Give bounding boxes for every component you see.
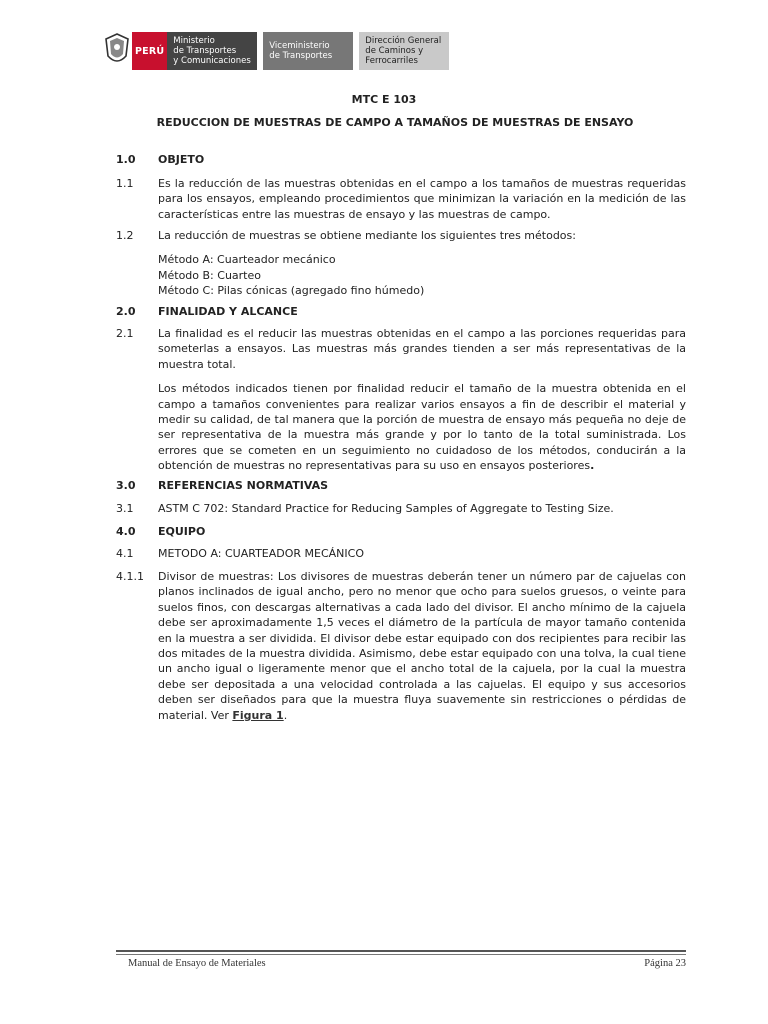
section-number: 4.0 (116, 525, 136, 538)
section-number: 3.1 (116, 502, 134, 515)
section-number: 1.0 (116, 153, 136, 166)
document-title: REDUCCION DE MUESTRAS DE CAMPO A TAMAÑOS DE MUESTRAS DE ENSAYO (156, 116, 634, 129)
section-heading: FINALIDAD Y ALCANCE (158, 305, 298, 318)
section-text-2: Los métodos indicados tienen por finalidad reducir el tamaño de la muestra obtenida en el campo a tamaños convenientes para realizar varios ensayos a fin de describir el material y medir su calidad, de tal manera que la porción de muestra de ensayo más pequeña no deje de ser representativa de la muestra más grande y por lo tanto de la total suministrada. Los errores que se cometen en un seguimiento no cuidadoso de los métodos, conducirán a la obtención de muestras no representativas para su uso en ensayos posteriores. (158, 382, 686, 473)
figure-1-link[interactable]: Figura 1 (232, 708, 284, 722)
viceministerio-logo: Viceministerio de Transportes (263, 32, 353, 70)
section-2-0 (116, 304, 686, 319)
ministerio-logo: Ministerio de Transportes y Comunicaciones (167, 32, 257, 70)
section-3-0 (116, 478, 686, 493)
footer-page-number: Página 23 (644, 958, 686, 969)
section-text: La finalidad es el reducir las muestras obtenidas en el campo a las porciones requeridas para someterlas a ensayos. Las muestras más grandes tienden a ser más representativas de la muestra total. (158, 327, 686, 371)
method-item: Método C: Pilas cónicas (agregado fino húmedo) (158, 284, 425, 298)
section-number: 3.0 (116, 479, 136, 492)
section-1-2 (116, 228, 686, 299)
section-text: Divisor de muestras: Los divisores de muestras deberán tener un número par de cajuelas con planos inclinados de igual ancho, pero no menor que ocho para suelos gruesos, o veinte para suelos finos, con descargas alternativas a cada lado del divisor. El ancho mínimo de la cajuela debe ser aproximadamente 1,5 veces el diámetro de la partícula de mayor tamaño contenida en la muestra a ser dividida. El divisor debe estar equipado con dos recipientes para recibir las dos mitades de la muestra dividida. Asimismo, debe estar equipado con una tolva, la cual tiene un ancho igual o ligeramente menor que el ancho total de la cajuela, por la cual la muestra debe ser depositada a una velocidad controlada a las cajuelas. El equipo y sus accesorios deben ser diseñados para que la muestra fluya suavemente sin restricciones o pérdidas de material. Ver Figura 1. (158, 570, 686, 722)
section-heading: REFERENCIAS NORMATIVAS (158, 479, 329, 492)
section-1-1 (116, 176, 686, 222)
section-2-1 (116, 326, 686, 474)
section-heading: EQUIPO (158, 525, 206, 538)
methods-list (158, 252, 686, 298)
section-number: 2.1 (116, 327, 134, 340)
section-4-1-1 (116, 569, 686, 723)
section-1-0 (116, 152, 686, 167)
footer-divider (116, 950, 686, 952)
method-item: Método B: Cuarteo (158, 268, 261, 282)
section-number: 2.0 (116, 305, 136, 318)
section-text: ASTM C 702: Standard Practice for Reducing Samples of Aggregate to Testing Size. (158, 502, 614, 515)
method-item: Método A: Cuarteador mecánico (158, 253, 336, 267)
section-text: Es la reducción de las muestras obtenidas en el campo a los tamaños de muestras requeridas para los ensayos, empleando procedimientos que minimizan la variación en la medición de las características entre las muestras de ensayo y las muestras de campo. (158, 177, 686, 221)
header-logos (104, 32, 449, 70)
section-number: 4.1.1 (116, 570, 144, 583)
section-text: METODO A: CUARTEADOR MECÁNICO (158, 547, 364, 560)
section-4-1 (116, 546, 686, 561)
peru-label: PERÚ (132, 32, 167, 70)
section-4-0 (116, 524, 686, 539)
section-3-1 (116, 501, 686, 516)
section-number: 4.1 (116, 547, 134, 560)
footer-divider-thin (116, 954, 686, 955)
coat-of-arms-icon (104, 32, 130, 68)
section-heading: OBJETO (158, 153, 205, 166)
direccion-logo: Dirección General de Caminos y Ferrocarriles (359, 32, 449, 70)
footer-manual-title: Manual de Ensayo de Materiales (128, 958, 266, 969)
section-text: La reducción de muestras se obtiene mediante los siguientes tres métodos: (158, 229, 576, 242)
document-code: MTC E 103 (351, 93, 417, 106)
section-number: 1.1 (116, 177, 134, 190)
section-number: 1.2 (116, 229, 134, 242)
